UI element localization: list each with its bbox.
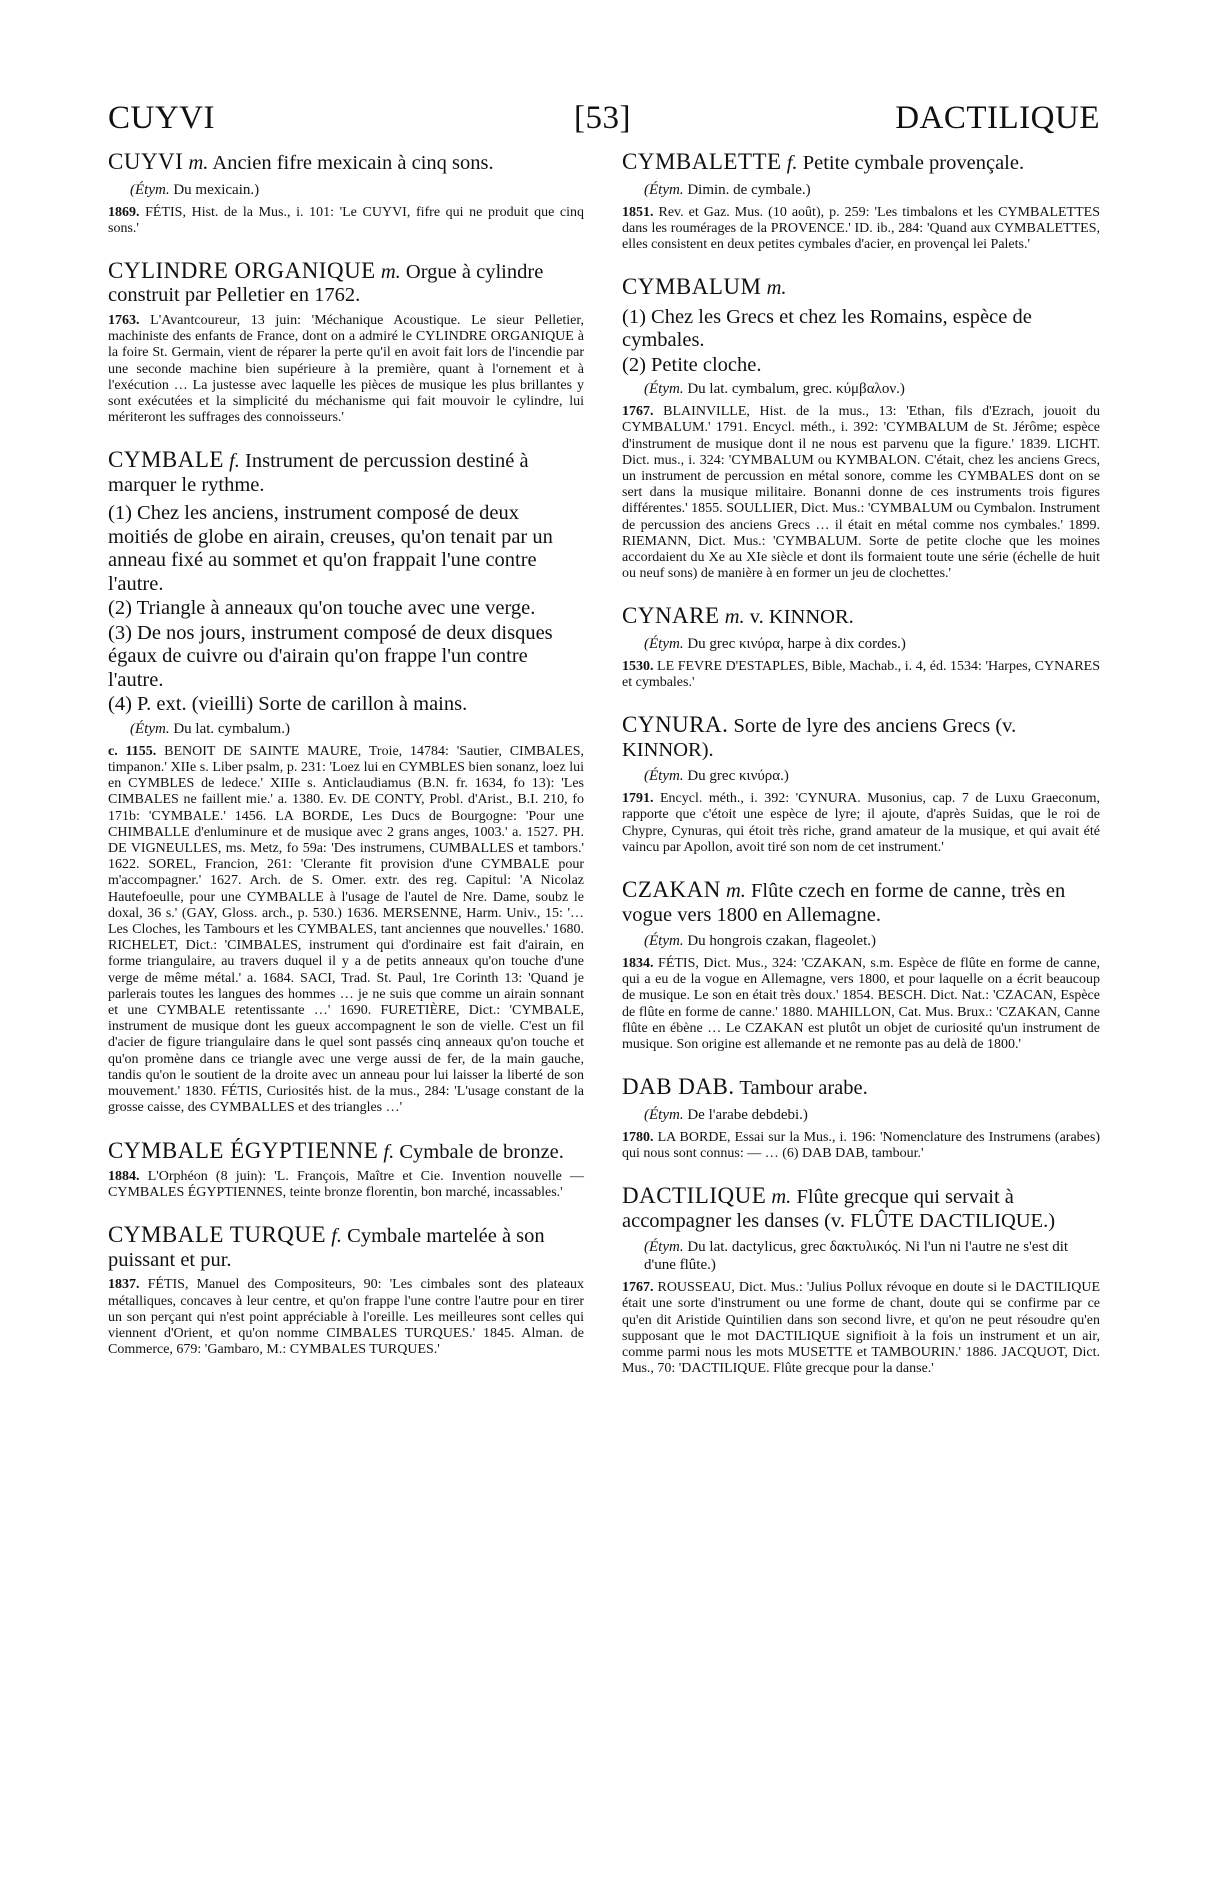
citation-text: L'Avantcoureur, 13 juin: 'Méchanique Acoustique. Le sieur Pelletier, machiniste des enfants de France, dont on a admiré le CYLINDRE ORGANIQUE à la foire St. Germain, vient de réparer la perte qu'il en avoit fait lors de l'incendie par une seconde machine bien supérieure à la première, quant à l'ornement et à l'exécution … La justesse avec laquelle les pièces de musique les plus brillantes y sont exécutées et la simplicité du méchanisme qui fait mouvoir le cylindre, lui mériteront les suffrages des connoisseurs.' [108, 312, 584, 426]
definition-text: Sorte de lyre des anciens Grecs (v. KINNOR). [622, 715, 1017, 761]
header-left-guideword: CUYVI [108, 100, 215, 136]
citation-text: FÉTIS, Hist. de la Mus., i. 101: 'Le CUYVI, fifre qui ne produit que cinq sons.' [108, 204, 584, 236]
citation-year: 1767. [622, 1280, 654, 1296]
etymology: (Étym. Du lat. cymbalum, grec. κύμβαλον.) [644, 381, 905, 398]
headword: DACTILIQUE [622, 1183, 767, 1209]
left-column [108, 150, 584, 1380]
definition-text: Cymbale de bronze. [399, 1140, 564, 1163]
etymology-text: De l'arabe debdebi.) [687, 1106, 808, 1123]
etymology-text: Du lat. dactylicus, grec δακτυλικός. Ni l'un ni l'autre ne s'est dit d'une flûte.) [644, 1239, 1069, 1274]
headword: CYMBALE TURQUE [108, 1222, 327, 1248]
etymology: (Étym. Du mexicain.) [130, 181, 260, 198]
dictionary-entry [108, 150, 584, 237]
etymology-text: Du lat. cymbalum.) [173, 720, 290, 737]
etymology-text: Du lat. cymbalum, grec. κύμβαλον.) [687, 381, 905, 398]
etymology: (Étym. Du grec κινύρα.) [644, 768, 789, 785]
definition-text: Instrument de percussion destiné à marquer le rythme. [108, 450, 529, 496]
etymology: (Étym. Du lat. dactylicus, grec δακτυλικός. Ni l'un ni l'autre ne s'est dit d'une flûte.) [644, 1239, 1069, 1274]
citation-year: 1851. [622, 204, 654, 220]
citation [622, 1130, 1100, 1162]
part-of-speech: m. [380, 260, 401, 283]
citation [622, 791, 1100, 856]
sense-definition: (2) Petite cloche. [622, 353, 762, 376]
dictionary-entry [622, 275, 1100, 582]
definition-text: Flûte czech en forme de canne, très en vogue vers 1800 en Allemagne. [622, 880, 1066, 926]
citation-text: Encycl. méth., i. 392: 'CYNURA. Musonius, cap. 7 de Luxu Graeconum, rapporte que c'étoit une espèce de lyre; il ajoute, d'après Suidas, que le roi de Chypre, Cynuras, qui étoit très riche, grand amateur de la musique, et qui avait été vaincu par Apollon, avoit tiré son nom de cet instrument.' [622, 791, 1100, 855]
entry-definition [108, 1223, 584, 1272]
entry-definition [108, 150, 584, 176]
part-of-speech: m. [766, 277, 787, 300]
page-number: [53] [574, 100, 631, 136]
dictionary-entry [622, 150, 1100, 253]
citation-year: 1763. [108, 312, 140, 328]
headword: CYMBALE ÉGYPTIENNE [108, 1137, 379, 1163]
citation [108, 1277, 584, 1358]
part-of-speech: f. [786, 152, 798, 174]
part-of-speech: f. [229, 450, 240, 473]
headword: CYNURA. [622, 712, 729, 738]
citation [108, 313, 584, 426]
definition-text: Petite cymbale provençale. [802, 152, 1025, 174]
citation-text: BLAINVILLE, Hist. de la mus., 13: 'Ethan, fils d'Ezrach, jouoit du CYMBALUM.' 1791. Encycl. méth., i. 392: 'CYMBALUM de St. Jérôme; espèce d'instrument de musique dont il ne nous est parvenu que la figure.' 1839. LICHT. Dict. mus., i. 324: 'CYMBALUM ou KYMBALON. C'était, chez les anciens Grecs, un instrument de percussion en métal sonore, comme les CYMBALES dont on se sert dans la musique militaire. Bonanni donne de ces instruments trois figures différentes.' 1855. SOULLIER, Dict. Mus.: 'CYMBALUM ou Cymbalon. Instrument de percussion des anciens Grecs … il était en métal comme nos cymbales.' 1899. RIEMANN, Dict. Mus.: 'CYMBALUM. Sorte de petite cloche que les moines accordaient du Xe au XIe siècle et dont ils formaient toute une série (échelle de huit ou neuf sons) de manière à en former un jeu de clochettes.' [622, 404, 1101, 582]
definition-text: Orgue à cylindre construit par Pelletier en 1762. [108, 260, 544, 307]
sense-definition: (1) Chez les anciens, instrument composé de deux moitiés de globe en airain, creuses, qu'on tenait par un anneau fixé au sommet et qu'on frappait l'une contre l'autre. [108, 502, 553, 595]
citation-text: ROUSSEAU, Dict. Mus.: 'Julius Pollux révoque en doute si le DACTILIQUE était une sorte d'instrument ou une forme de chant, doute qui se confirme par ce qu'en dit Aristide Quintilien dans son second livre, et qu'on ne peut résoudre qu'en supposant que le mot DACTILIQUE signifioit à la fois un instrument et un air, comme parmi nous les mots MUSETTE et TAMBOURIN.' 1886. JACQUOT, Dict. Mus., 70: 'DACTILIQUE. Flûte grecque pour la danse.' [622, 1280, 1100, 1377]
citation [108, 1169, 584, 1201]
part-of-speech: m. [188, 152, 209, 174]
citation [108, 205, 584, 237]
definition-text: Tambour arabe. [739, 1077, 868, 1100]
etymology: (Étym. Du hongrois czakan, flageolet.) [644, 933, 877, 950]
sense-definition: (3) De nos jours, instrument composé de deux disques égaux de cuivre ou d'airain qu'on frappe l'un contre l'autre. [108, 621, 553, 691]
dictionary-entry [622, 1075, 1100, 1162]
dictionary-entry [622, 713, 1100, 856]
dictionary-entry [108, 1223, 584, 1358]
etymology: (Étym. Du lat. cymbalum.) [130, 720, 290, 737]
dictionary-entry [108, 259, 584, 426]
sense-definition: (1) Chez les Grecs et chez les Romains, espèce de cymbales. [622, 305, 1032, 352]
running-header [108, 100, 1100, 140]
citation-year: 1530. [622, 658, 654, 674]
entry-definition [622, 1075, 1100, 1101]
citation-text: LE FEVRE D'ESTAPLES, Bible, Machab., i. 4, éd. 1534: 'Harpes, CYNARES et cymbales.' [622, 658, 1101, 691]
citation-text: FÉTIS, Dict. Mus., 324: 'CZAKAN, s.m. Espèce de flûte en forme de canne, qui a eu de la vogue en Allemagne, vers 1800, et pour laquelle on a écrit beaucoup de musique. Le son en était très doux.' 1854. BESCH. Dict. Nat.: 'CZACAN, Espèce de flûte en forme de canne.' 1880. MAHILLON, Cat. Mus. Brux.: 'CZAKAN, Canne flûte en ébène … Le CZAKAN est plutôt un objet de curiosité qu'un instrument de musique. Son origine est allemande et ne remonte pas au delà de 1800.' [622, 956, 1100, 1053]
entry-definition [622, 878, 1100, 927]
etymology-text: Dimin. de cymbale.) [687, 181, 811, 198]
headword: CUYVI [108, 149, 184, 174]
headword: CYLINDRE ORGANIQUE [108, 257, 376, 283]
entry-definition [622, 713, 1100, 762]
dictionary-entry [108, 1139, 584, 1202]
citation [108, 744, 584, 1117]
part-of-speech: m. [725, 880, 746, 903]
headword: CYMBALE [108, 447, 224, 473]
citation-text: L'Orphéon (8 juin): 'L. François, Maître et Cie. Invention nouvelle — CYMBALES ÉGYPTIENNES, teinte bronze florentin, bon marché, incassables.' [108, 1169, 585, 1201]
definition-text: Cymbale martelée à son puissant et pur. [108, 1225, 545, 1271]
dictionary-entry [108, 448, 584, 1116]
part-of-speech: m. [771, 1186, 792, 1209]
right-column [622, 150, 1100, 1399]
etymology-text: Du grec κινύρα.) [687, 768, 789, 785]
entry-definition [622, 1184, 1100, 1233]
headword: CYNARE [622, 603, 720, 629]
dictionary-entry [622, 1184, 1100, 1377]
citation-year: c. 1155. [108, 743, 157, 759]
citation-text: BENOIT DE SAINTE MAURE, Troie, 14784: 'Sautier, CIMBALES, timpanon.' XIIe s. Liber psalm, p. 231: 'Loez lui en CYMBLES bien sonanz, loez lui en CYMBLES de ledece.' XIIIe s. Anticlaudiamus (B.N. fr. 1634, fo 13): 'Les CIMBALES ne faillent mie.' a. 1380. Ev. DE CONTY, Probl. d'Arist., B.I. 210, fo 171b: 'CYMBALE.' 1456. LA BORDE, Les Ducs de Bourgogne: 'Pour une CHIMBALLE d'enluminure et de musique avec 2 grans anges, 1003.' a. 1527. PH. DE VIGNEULLES, ms. Metz, fo 59a: 'Des instrumens, CUMBALLES et tambors.' 1622. SOREL, Francion, 261: 'Clerante fit provision d'une CYMBALE pour m'accompagner.' 1627. Arch. de S. Omer. extr. des reg. Capitul: 'A Nicolaz Hautefoeulle, pour une CYMBALLE à l'usage de l'autel de Nre. Dame, soubz le doxal, 36 s.' (GAY, Gloss. arch., p. 530.) 1636. MERSENNE, Harm. Univ., 15: '… Les Cloches, les Tambours et les CYMBALES, tant anciennes que nouvelles.' 1680. RICHELET, Dict.: 'CIMBALES, instrument qui d'ordinaire est fait d'airain, en forme triangulaire, au travers duquel il y a de petits anneaux qu'on touche d'une verge de même métal.' a. 1684. SACI, Trad. St. Paul, 1re Corinth 13: 'Quand je parlerais toutes les langues des hommes … je ne suis que comme un airain sonnant et une CYMBALE retentissante …' 1690. FURETIÈRE, Dict.: 'CYMBALE, instrument de musique dont les gueux accompagnent le son de vielle. C'est un fil d'acier de figure triangulaire dans le quel sont passés cinq anneaux qu'on touche et qu'on promène dans ce triangle avec une verge aussi de fer, de la main gauche, tandis qu'on le soutient de la droite avec un anneau pour lui laisser la liberté de son mouvement.' 1830. FÉTIS, Curiosités hist. de la mus., 284: 'L'usage constant de la grosse caisse, des CYMBALLES et des triangles …' [108, 743, 585, 1116]
entry-definition [108, 259, 584, 308]
etymology-text: Du grec κινύρα, harpe à dix cordes.) [687, 635, 906, 652]
headword: DAB DAB. [622, 1074, 735, 1100]
etymology: (Étym. Dimin. de cymbale.) [644, 181, 811, 198]
citation-year: 1791. [622, 791, 654, 807]
entry-definition [108, 448, 584, 497]
citation [622, 1280, 1100, 1377]
citation-year: 1869. [108, 204, 140, 220]
sense-definition: (4) P. ext. (vieilli) Sorte de carillon à mains. [108, 693, 468, 716]
etymology: (Étym. Du grec κινύρα, harpe à dix cordes.) [644, 635, 906, 652]
citation-text: Rev. et Gaz. Mus. (10 août), p. 259: 'Les timbalons et les CYMBALETTES dans les roumérages de la PROVENCE.' ID. ib., 284: 'Quand aux CYMBALETTES, elles consistent en deux petites cymbales d'acier, en provençal lei Palets.' [622, 204, 1100, 252]
citation [622, 659, 1100, 691]
definition-text: v. KINNOR. [749, 606, 854, 629]
part-of-speech: f. [331, 1225, 343, 1248]
etymology: (Étym. De l'arabe debdebi.) [644, 1106, 808, 1123]
citation-year: 1884. [108, 1169, 140, 1184]
headword: CYMBALETTE [622, 149, 782, 174]
dictionary-entry [622, 878, 1100, 1053]
entry-definition [108, 1139, 584, 1165]
definition-text: Flûte grecque qui servait à accompagner les danses (v. FLÛTE DACTILIQUE.) [622, 1186, 1056, 1232]
citation [622, 956, 1100, 1053]
headword: CZAKAN [622, 877, 721, 903]
etymology-text: Du hongrois czakan, flageolet.) [687, 933, 877, 950]
citation-year: 1834. [622, 956, 654, 972]
sense-definition: (2) Triangle à anneaux qu'on touche avec une verge. [108, 597, 536, 620]
citation-text: LA BORDE, Essai sur la Mus., i. 196: 'Nomenclature des Instrumens (arabes) qui nous sont connus: — … (6) DAB DAB, tambour.' [622, 1129, 1100, 1161]
headword: CYMBALUM [622, 274, 762, 300]
part-of-speech: f. [383, 1140, 395, 1163]
citation-text: FÉTIS, Manuel des Compositeurs, 90: 'Les cimbales sont des plateaux métalliques, concaves à leur centre, et qu'on frappe l'une contre l'autre pour en tirer un son perçant qui n'est point appréciable à l'oreille. Les meilleures sont celles qui viennent d'Orient, et qu'on nomme CIMBALES TURQUES.' 1845. Alman. de Commerce, 679: 'Gambaro, M.: CYMBALES TURQUES.' [108, 1277, 585, 1358]
etymology-text: Du mexicain.) [173, 181, 260, 198]
entry-definition [622, 275, 1100, 301]
citation [622, 404, 1100, 582]
part-of-speech: m. [724, 606, 745, 629]
entry-definition [622, 150, 1100, 176]
citation-year: 1767. [622, 404, 654, 420]
dictionary-entry [622, 604, 1100, 691]
entry-definition [622, 604, 1100, 630]
citation [622, 205, 1100, 254]
header-right-guideword: DACTILIQUE [895, 100, 1100, 136]
citation-year: 1837. [108, 1277, 140, 1293]
definition-text: Ancien fifre mexicain à cinq sons. [212, 152, 494, 174]
citation-year: 1780. [622, 1129, 654, 1145]
